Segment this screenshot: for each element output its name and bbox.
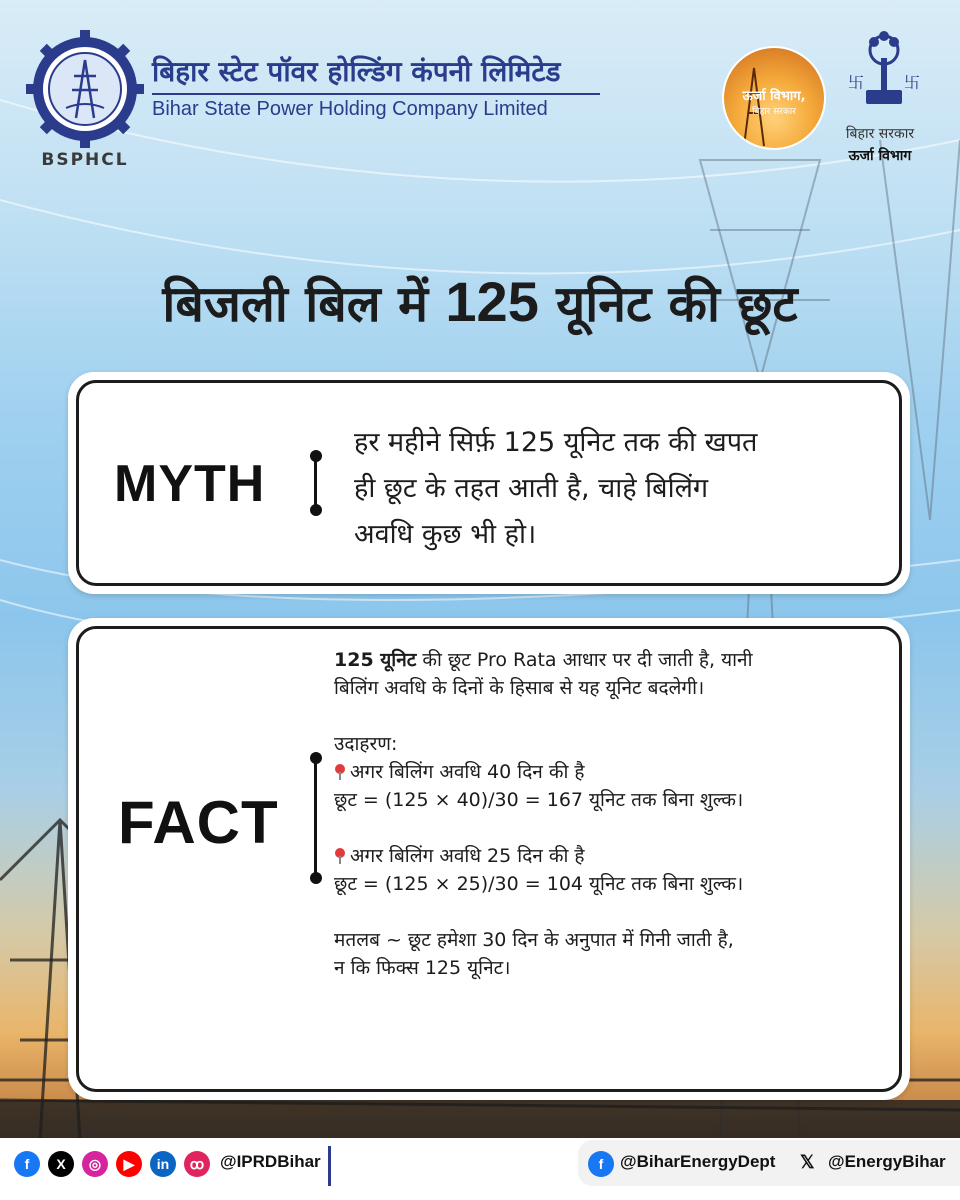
facebook-icon[interactable]: f [588,1151,614,1177]
myth-line: ही छूट के तहत आती है, चाहे बिलिंग [354,473,709,504]
summary-line1: मतलब ~ छूट हमेशा 30 दिन के अनुपात में गिनी जाती है, [334,929,734,951]
page-title [0,268,960,336]
svg-text:卐: 卐 [848,73,865,92]
fact-tag: FACT [118,789,279,856]
badge-title: ऊर्जा विभाग, [742,89,806,104]
bsphcl-gear-logo-icon [26,30,144,148]
x-icon[interactable]: X [48,1151,74,1177]
fact-intro-line2: बिलिंग अवधि के दिनों के हिसाब से यह यूनिट बदलेगी। [334,677,705,699]
fact-intro-bold: 125 यूनिट [334,649,417,671]
facebook-icon[interactable]: f [14,1151,40,1177]
org-divider [152,93,600,95]
org-name-hindi: बिहार स्टेट पॉवर होल्डिंग कंपनी लिमिटेड [152,55,561,88]
myth-divider-line [314,456,317,510]
myth-text [354,420,874,558]
logo-caption: BSPHCL [41,150,129,170]
urja-vibhag-badge-icon [722,46,826,150]
pin-icon [334,764,346,780]
title-number: 125 [445,270,539,333]
example1-line1: अगर बिलिंग अवधि 40 दिन की है [350,761,585,783]
gov-line2: ऊर्जा विभाग [848,148,912,164]
org-name-english: Bihar State Power Holding Company Limited [152,98,548,120]
footer-divider [328,1146,331,1186]
bihar-emblem-icon [840,28,928,120]
instagram-icon[interactable]: ◎ [82,1151,108,1177]
example-label: उदाहरण: [334,733,398,755]
summary-line2: न कि फिक्स 125 यूनिट। [334,957,511,979]
badge-subtitle: बिहार सरकार [752,107,796,117]
myth-divider-dot-bottom [310,504,322,516]
myth-line: अवधि कुछ भी हो। [354,519,537,550]
linkedin-icon[interactable]: in [150,1151,176,1177]
myth-tag: MYTH [114,455,266,513]
x-icon[interactable]: 𝕏 [800,1152,815,1172]
svg-text:卐: 卐 [904,73,921,92]
myth-line: हर महीने सिर्फ़ 125 यूनिट तक की खपत [354,427,758,458]
fact-card [68,618,910,1100]
iprd-handle-link[interactable]: @IPRDBihar [220,1152,321,1171]
fact-divider-line [314,758,317,878]
fact-divider-dot-bottom [310,872,322,884]
gov-line1: बिहार सरकार [845,126,915,142]
example2-line1: अगर बिलिंग अवधि 25 दिन की है [350,845,585,867]
fact-text [334,646,894,982]
title-before: बिजली बिल में [162,275,446,333]
koo-icon[interactable]: ꝏ [184,1151,210,1177]
pin-icon [334,848,346,864]
example1-line2: छूट = (125 × 40)/30 = 167 यूनिट तक बिना शुल्क। [334,789,744,811]
fact-intro-rest: की छूट Pro Rata आधार पर दी जाती है, यानी [416,649,753,671]
facebook-handle-link[interactable]: @BiharEnergyDept [620,1152,776,1171]
title-after: यूनिट की छूट [538,275,798,333]
x-handle-link[interactable]: @EnergyBihar [828,1152,946,1171]
example2-line2: छूट = (125 × 25)/30 = 104 यूनिट तक बिना शुल्क। [334,873,744,895]
youtube-icon[interactable]: ▶ [116,1151,142,1177]
myth-card [68,372,910,594]
